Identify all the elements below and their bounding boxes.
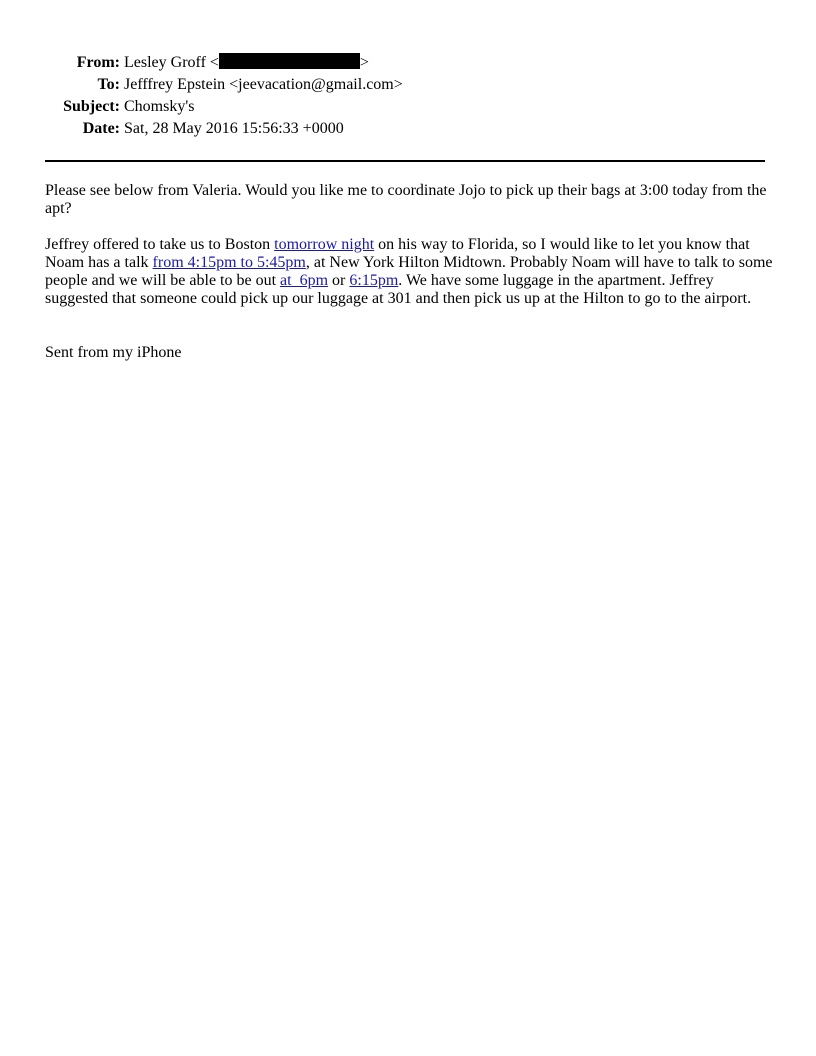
- from-name: Lesley Groff <: [124, 54, 219, 71]
- date-link-tomorrow-night[interactable]: tomorrow night: [274, 236, 375, 253]
- body-text-segment: . We have some luggage in the apartment. Jeffrey suggested that someone could pick up our luggage at 301 and then pick us up at the Hilton to go to the airport.: [45, 272, 752, 307]
- email-signature: Sent from my iPhone: [45, 344, 182, 361]
- email-body: [45, 182, 773, 380]
- date-row: [0, 118, 816, 140]
- body-paragraph-1: Please see below from Valeria. Would you like me to coordinate Jojo to pick up their bags at 3:00 today from the apt?: [45, 182, 767, 217]
- subject-value: Chomsky's: [124, 98, 195, 115]
- from-row: [0, 52, 816, 74]
- from-close: >: [359, 54, 369, 71]
- body-text-segment: Jeffrey offered to take us to Boston: [45, 236, 275, 253]
- time-link-talk-range[interactable]: from 4:15pm to 5:45pm: [152, 254, 306, 271]
- to-label: To:: [97, 76, 120, 93]
- subject-label: Subject:: [63, 98, 120, 115]
- body-text-segment: or: [328, 272, 350, 289]
- time-link-6pm[interactable]: at 6pm: [280, 272, 329, 289]
- redaction-box: [219, 53, 360, 69]
- from-label: From:: [76, 54, 120, 71]
- body-text-segment: on his way to Florida, so I would like to let you know that Noam has a talk: [45, 236, 750, 271]
- header-divider: [45, 160, 765, 162]
- subject-row: [0, 96, 816, 118]
- date-label: Date:: [82, 120, 120, 137]
- body-text-segment: , at New York Hilton Midtown. Probably Noam will have to talk to some people and we will be able to be out: [45, 254, 773, 289]
- date-value: Sat, 28 May 2016 15:56:33 +0000: [124, 120, 344, 137]
- to-value: Jefffrey Epstein <jeevacation@gmail.com>: [124, 76, 403, 93]
- body-paragraph-2: [45, 236, 773, 308]
- to-row: [0, 74, 816, 96]
- time-link-615pm[interactable]: 6:15pm: [349, 272, 399, 289]
- from-value: [124, 52, 369, 74]
- email-header: [0, 52, 816, 140]
